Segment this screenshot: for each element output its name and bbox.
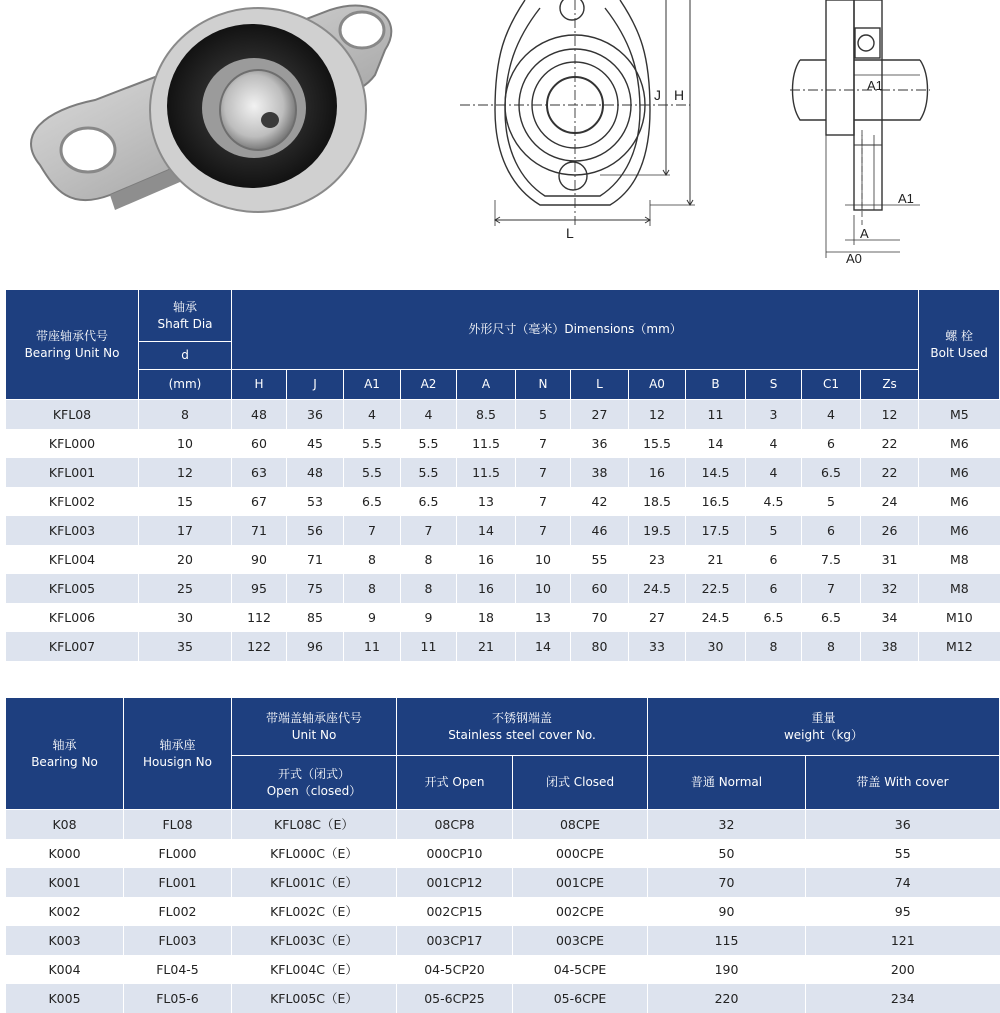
table-cell: 50 bbox=[648, 839, 806, 868]
table-cell: 75 bbox=[287, 574, 344, 603]
col-header: Zs bbox=[861, 370, 919, 400]
table-cell: 56 bbox=[287, 516, 344, 545]
table-cell: 8.5 bbox=[457, 400, 516, 429]
table-cell: K003 bbox=[6, 926, 124, 955]
table-cell: 42 bbox=[571, 487, 629, 516]
table-cell: 45 bbox=[287, 429, 344, 458]
table-cell: KFL003C（E） bbox=[232, 926, 397, 955]
table-cell: 23 bbox=[629, 545, 686, 574]
table-cell: 32 bbox=[861, 574, 919, 603]
table-cell: KFL004 bbox=[6, 545, 139, 574]
table-cell: FL05-6 bbox=[124, 984, 232, 1013]
table-cell: 6 bbox=[802, 516, 861, 545]
table-cell: 5 bbox=[802, 487, 861, 516]
table-cell: 001CPE bbox=[513, 868, 648, 897]
table-cell: K004 bbox=[6, 955, 124, 984]
table-cell: 70 bbox=[571, 603, 629, 632]
header-unit-no: 带座轴承代号 Bearing Unit No bbox=[6, 290, 139, 400]
table-cell: 71 bbox=[232, 516, 287, 545]
table-cell: 05-6CP25 bbox=[397, 984, 513, 1013]
table-cell: 08CPE bbox=[513, 810, 648, 839]
table-cell: 7 bbox=[344, 516, 401, 545]
cover-weight-table-body bbox=[6, 810, 1000, 1013]
table-cell: 53 bbox=[287, 487, 344, 516]
table-cell: 90 bbox=[648, 897, 806, 926]
table-cell: 10 bbox=[516, 574, 571, 603]
table-cell: 33 bbox=[629, 632, 686, 661]
table-cell: 6.5 bbox=[401, 487, 457, 516]
table-cell: FL002 bbox=[124, 897, 232, 926]
table-row bbox=[6, 487, 1000, 516]
table-cell: 10 bbox=[139, 429, 232, 458]
table-cell: 7 bbox=[516, 458, 571, 487]
table-cell: 25 bbox=[139, 574, 232, 603]
table-cell: 8 bbox=[802, 632, 861, 661]
table-cell: 55 bbox=[806, 839, 1000, 868]
col-header: C1 bbox=[802, 370, 861, 400]
table-cell: 12 bbox=[629, 400, 686, 429]
table-cell: 22 bbox=[861, 458, 919, 487]
table-row bbox=[6, 810, 1000, 839]
table-cell: KFL000 bbox=[6, 429, 139, 458]
side-label-a1-top: A1 bbox=[867, 78, 883, 93]
table-cell: 6.5 bbox=[802, 458, 861, 487]
header-stainless-cover: 不锈钢端盖 Stainless steel cover No. bbox=[397, 698, 648, 756]
table-cell: 14 bbox=[457, 516, 516, 545]
header-dimensions: 外形尺寸（毫米）Dimensions（mm） bbox=[232, 290, 919, 370]
table-cell: 08CP8 bbox=[397, 810, 513, 839]
table-cell: 11.5 bbox=[457, 429, 516, 458]
table-cell: 18 bbox=[457, 603, 516, 632]
col-header: H bbox=[232, 370, 287, 400]
table-cell: 19.5 bbox=[629, 516, 686, 545]
table-cell: 32 bbox=[648, 810, 806, 839]
table-cell: FL000 bbox=[124, 839, 232, 868]
table-cell: 30 bbox=[139, 603, 232, 632]
table-cell: 27 bbox=[571, 400, 629, 429]
table-cell: 190 bbox=[648, 955, 806, 984]
table-cell: K08 bbox=[6, 810, 124, 839]
header-bearing-no: 轴承 Bearing No bbox=[6, 698, 124, 810]
table-cell: 3 bbox=[746, 400, 802, 429]
side-label-a1-bottom: A1 bbox=[898, 191, 914, 206]
header-open-closed: 开式（闭式） Open（closed） bbox=[232, 756, 397, 810]
table-cell: 26 bbox=[861, 516, 919, 545]
table-row bbox=[6, 984, 1000, 1013]
table-cell: 6.5 bbox=[746, 603, 802, 632]
table-cell: KFL005C（E） bbox=[232, 984, 397, 1013]
table-cell: 4 bbox=[344, 400, 401, 429]
table-cell: 96 bbox=[287, 632, 344, 661]
table-cell: 48 bbox=[287, 458, 344, 487]
table-cell: 8 bbox=[344, 574, 401, 603]
table-cell: M8 bbox=[919, 574, 1000, 603]
table-cell: 8 bbox=[344, 545, 401, 574]
table-cell: KFL004C（E） bbox=[232, 955, 397, 984]
table-cell: 4 bbox=[802, 400, 861, 429]
col-header: A2 bbox=[401, 370, 457, 400]
table-cell: 36 bbox=[806, 810, 1000, 839]
table-cell: 14.5 bbox=[686, 458, 746, 487]
table-cell: 80 bbox=[571, 632, 629, 661]
table-cell: 11 bbox=[686, 400, 746, 429]
table-cell: 7.5 bbox=[802, 545, 861, 574]
table-cell: 31 bbox=[861, 545, 919, 574]
table-cell: 122 bbox=[232, 632, 287, 661]
side-label-a0: A0 bbox=[846, 251, 862, 266]
table-cell: 200 bbox=[806, 955, 1000, 984]
table-cell: FL08 bbox=[124, 810, 232, 839]
table-cell: 95 bbox=[232, 574, 287, 603]
table-row bbox=[6, 897, 1000, 926]
table-cell: 115 bbox=[648, 926, 806, 955]
dimensions-table-body bbox=[6, 400, 1000, 661]
cover-weight-table bbox=[5, 697, 1000, 1013]
table-cell: KFL08 bbox=[6, 400, 139, 429]
table-cell: 38 bbox=[861, 632, 919, 661]
col-header: B bbox=[686, 370, 746, 400]
table-cell: 17.5 bbox=[686, 516, 746, 545]
col-header: N bbox=[516, 370, 571, 400]
table-cell: 60 bbox=[232, 429, 287, 458]
table-cell: M6 bbox=[919, 458, 1000, 487]
table-cell: 11.5 bbox=[457, 458, 516, 487]
table-cell: 30 bbox=[686, 632, 746, 661]
table-cell: 220 bbox=[648, 984, 806, 1013]
dimensions-table bbox=[5, 289, 1000, 661]
table-cell: 15.5 bbox=[629, 429, 686, 458]
table-cell: 04-5CP20 bbox=[397, 955, 513, 984]
table-cell: KFL001C（E） bbox=[232, 868, 397, 897]
table-cell: KFL000C（E） bbox=[232, 839, 397, 868]
table-cell: 90 bbox=[232, 545, 287, 574]
table-cell: 9 bbox=[401, 603, 457, 632]
table-row bbox=[6, 839, 1000, 868]
table-cell: M12 bbox=[919, 632, 1000, 661]
table-cell: 14 bbox=[686, 429, 746, 458]
table-cell: 04-5CPE bbox=[513, 955, 648, 984]
table-cell: 15 bbox=[139, 487, 232, 516]
table-cell: KFL08C（E） bbox=[232, 810, 397, 839]
table-cell: 11 bbox=[344, 632, 401, 661]
table-cell: 002CPE bbox=[513, 897, 648, 926]
header-unit-no: 带端盖轴承座代号 Unit No bbox=[232, 698, 397, 756]
table-cell: 5.5 bbox=[401, 458, 457, 487]
header-bolt-used: 螺 栓 Bolt Used bbox=[919, 290, 1000, 400]
table-row bbox=[6, 632, 1000, 661]
header-housing-no: 轴承座 Housign No bbox=[124, 698, 232, 810]
bearing-photo bbox=[31, 6, 391, 212]
table-cell: 85 bbox=[287, 603, 344, 632]
table-row bbox=[6, 516, 1000, 545]
dim-label-l: L bbox=[566, 225, 574, 241]
table-cell: M10 bbox=[919, 603, 1000, 632]
bearing-figure bbox=[0, 0, 1000, 280]
table-cell: 10 bbox=[516, 545, 571, 574]
table-cell: 16 bbox=[629, 458, 686, 487]
table-cell: 8 bbox=[401, 574, 457, 603]
table-cell: 8 bbox=[746, 632, 802, 661]
table-cell: 18.5 bbox=[629, 487, 686, 516]
table-row bbox=[6, 400, 1000, 429]
table-row bbox=[6, 458, 1000, 487]
table-cell: 003CP17 bbox=[397, 926, 513, 955]
col-header: A1 bbox=[344, 370, 401, 400]
front-view-drawing bbox=[460, 0, 695, 226]
col-header: A0 bbox=[629, 370, 686, 400]
table-cell: 7 bbox=[516, 516, 571, 545]
side-label-a: A bbox=[860, 226, 869, 241]
table-cell: 05-6CPE bbox=[513, 984, 648, 1013]
table-cell: 12 bbox=[861, 400, 919, 429]
table-cell: 24.5 bbox=[629, 574, 686, 603]
table-cell: K005 bbox=[6, 984, 124, 1013]
table-cell: 6.5 bbox=[802, 603, 861, 632]
table-cell: K000 bbox=[6, 839, 124, 868]
table-cell: 7 bbox=[802, 574, 861, 603]
table-cell: 000CP10 bbox=[397, 839, 513, 868]
table-cell: 6.5 bbox=[344, 487, 401, 516]
table-cell: 95 bbox=[806, 897, 1000, 926]
table-cell: FL003 bbox=[124, 926, 232, 955]
table-cell: 24.5 bbox=[686, 603, 746, 632]
table-cell: 36 bbox=[287, 400, 344, 429]
table-cell: 112 bbox=[232, 603, 287, 632]
table-cell: FL001 bbox=[124, 868, 232, 897]
table-cell: 5.5 bbox=[344, 429, 401, 458]
table-cell: 6 bbox=[746, 574, 802, 603]
table-cell: M5 bbox=[919, 400, 1000, 429]
table-cell: FL04-5 bbox=[124, 955, 232, 984]
table-cell: 17 bbox=[139, 516, 232, 545]
table-cell: 63 bbox=[232, 458, 287, 487]
table-cell: 16 bbox=[457, 574, 516, 603]
table-cell: 34 bbox=[861, 603, 919, 632]
table-cell: KFL007 bbox=[6, 632, 139, 661]
table-cell: 4 bbox=[746, 429, 802, 458]
table-cell: 7 bbox=[516, 487, 571, 516]
table-cell: KFL006 bbox=[6, 603, 139, 632]
col-header: L bbox=[571, 370, 629, 400]
table-cell: KFL003 bbox=[6, 516, 139, 545]
table-row bbox=[6, 926, 1000, 955]
table-cell: 48 bbox=[232, 400, 287, 429]
table-row bbox=[6, 955, 1000, 984]
table-cell: M6 bbox=[919, 516, 1000, 545]
table-cell: K002 bbox=[6, 897, 124, 926]
table-cell: 24 bbox=[861, 487, 919, 516]
col-header: J bbox=[287, 370, 344, 400]
table-cell: 67 bbox=[232, 487, 287, 516]
table-cell: 27 bbox=[629, 603, 686, 632]
table-cell: 003CPE bbox=[513, 926, 648, 955]
table-cell: 8 bbox=[139, 400, 232, 429]
header-cover-open: 开式 Open bbox=[397, 756, 513, 810]
table-row bbox=[6, 574, 1000, 603]
table-cell: 35 bbox=[139, 632, 232, 661]
table-cell: KFL005 bbox=[6, 574, 139, 603]
table-cell: K001 bbox=[6, 868, 124, 897]
table-cell: 13 bbox=[516, 603, 571, 632]
table-row bbox=[6, 868, 1000, 897]
table-cell: 16.5 bbox=[686, 487, 746, 516]
table-row bbox=[6, 603, 1000, 632]
header-shaft-unit: (mm) bbox=[139, 370, 232, 400]
table-cell: M8 bbox=[919, 545, 1000, 574]
table-cell: 11 bbox=[401, 632, 457, 661]
table-row bbox=[6, 545, 1000, 574]
header-shaft-dia: 轴承 Shaft Dia bbox=[139, 290, 232, 342]
table-cell: M6 bbox=[919, 429, 1000, 458]
table-cell: 22.5 bbox=[686, 574, 746, 603]
table-cell: 20 bbox=[139, 545, 232, 574]
table-cell: KFL002 bbox=[6, 487, 139, 516]
table-cell: KFL002C（E） bbox=[232, 897, 397, 926]
col-header: S bbox=[746, 370, 802, 400]
header-cover-closed: 闭式 Closed bbox=[513, 756, 648, 810]
header-shaft-symbol: d bbox=[139, 342, 232, 370]
table-cell: 22 bbox=[861, 429, 919, 458]
table-cell: 6 bbox=[802, 429, 861, 458]
header-weight-normal: 普通 Normal bbox=[648, 756, 806, 810]
table-cell: 001CP12 bbox=[397, 868, 513, 897]
table-cell: 5.5 bbox=[344, 458, 401, 487]
table-cell: 70 bbox=[648, 868, 806, 897]
col-header: A bbox=[457, 370, 516, 400]
table-cell: 002CP15 bbox=[397, 897, 513, 926]
table-cell: 4 bbox=[401, 400, 457, 429]
table-cell: 7 bbox=[516, 429, 571, 458]
table-cell: 7 bbox=[401, 516, 457, 545]
table-cell: 71 bbox=[287, 545, 344, 574]
table-cell: 4.5 bbox=[746, 487, 802, 516]
table-cell: 5 bbox=[746, 516, 802, 545]
table-cell: 234 bbox=[806, 984, 1000, 1013]
table-cell: 46 bbox=[571, 516, 629, 545]
table-cell: 121 bbox=[806, 926, 1000, 955]
table-cell: 9 bbox=[344, 603, 401, 632]
header-weight: 重量 weight（kg） bbox=[648, 698, 1000, 756]
table-cell: 13 bbox=[457, 487, 516, 516]
table-cell: 16 bbox=[457, 545, 516, 574]
table-cell: 5.5 bbox=[401, 429, 457, 458]
table-cell: 21 bbox=[457, 632, 516, 661]
table-cell: 14 bbox=[516, 632, 571, 661]
table-cell: KFL001 bbox=[6, 458, 139, 487]
table-cell: 6 bbox=[746, 545, 802, 574]
side-view-drawing bbox=[790, 0, 930, 258]
table-cell: 60 bbox=[571, 574, 629, 603]
header-weight-with-cover: 带盖 With cover bbox=[806, 756, 1000, 810]
table-cell: 55 bbox=[571, 545, 629, 574]
table-cell: 8 bbox=[401, 545, 457, 574]
table-cell: 36 bbox=[571, 429, 629, 458]
table-row bbox=[6, 429, 1000, 458]
table-cell: 38 bbox=[571, 458, 629, 487]
dim-label-h: H bbox=[674, 87, 685, 103]
table-cell: 74 bbox=[806, 868, 1000, 897]
table-cell: 12 bbox=[139, 458, 232, 487]
dim-label-j: J bbox=[654, 87, 661, 103]
table-cell: 4 bbox=[746, 458, 802, 487]
table-cell: 5 bbox=[516, 400, 571, 429]
table-cell: M6 bbox=[919, 487, 1000, 516]
table-cell: 000CPE bbox=[513, 839, 648, 868]
table-cell: 21 bbox=[686, 545, 746, 574]
